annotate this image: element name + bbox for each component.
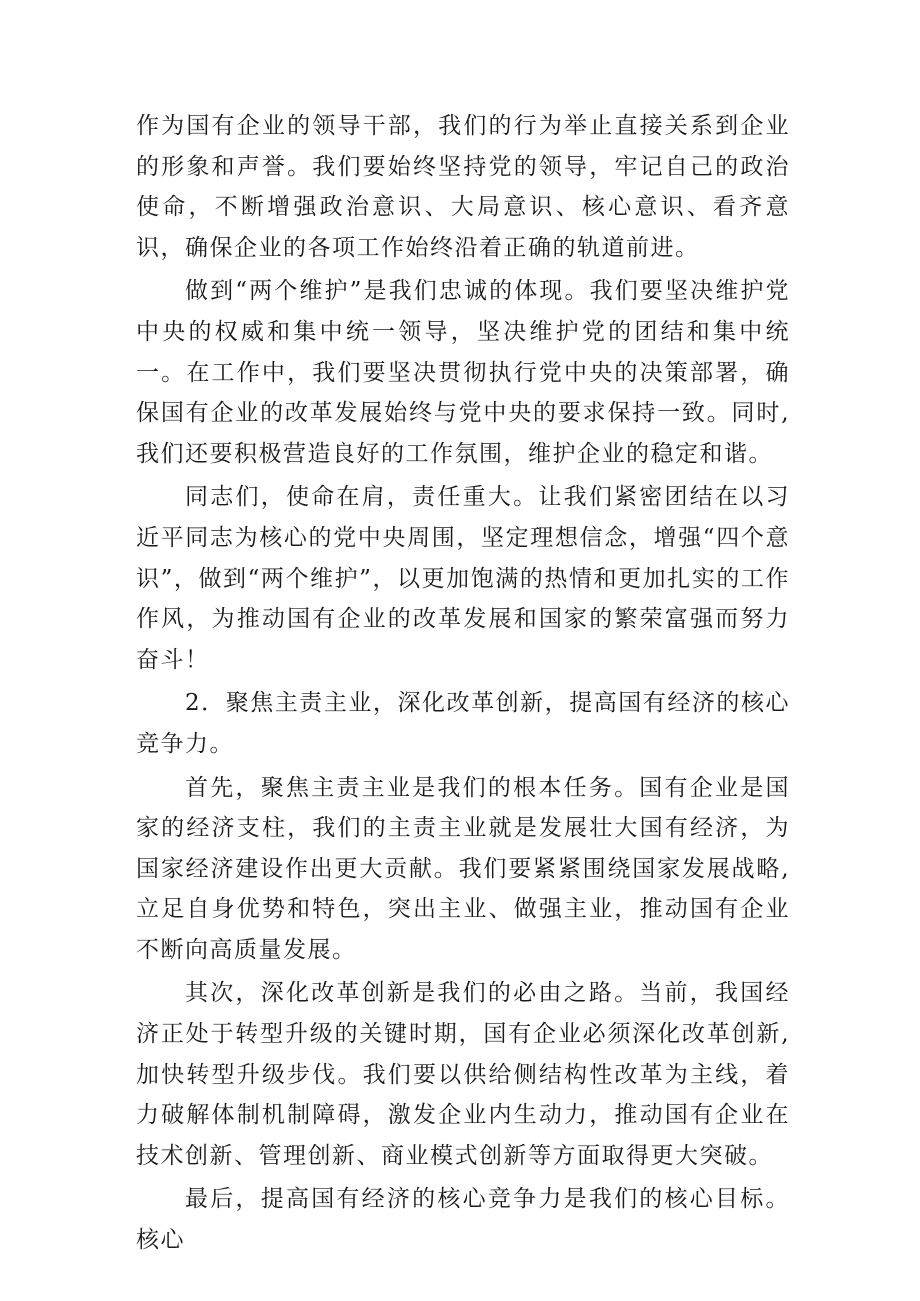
- document-body: [136, 106, 790, 1264]
- paragraph-6: 其次，深化改革创新是我们的必由之路。当前，我国经济正处于转型升级的关键时期，国有企业必须深化改革创新,加快转型升级步伐。我们要以供给侧结构性改革为主线，着力破解体制机制障碍，激发企业内生动力，推动国有企业在技术创新、管理创新、商业模式创新等方面取得更大突破。: [136, 980, 790, 1169]
- paragraph-5: 首先，聚焦主责主业是我们的根本任务。国有企业是国家的经济支柱，我们的主责主业就是发展壮大国有经济，为国家经济建设作出更大贡献。我们要紧紧围绕国家发展战略,立足自身优势和特色，突出主业、做强主业，推动国有企业不断向高质量发展。: [136, 774, 790, 963]
- paragraph-2: 做到“两个维护”是我们忠诚的体现。我们要坚决维护党中央的权威和集中统一领导，坚决维护党的团结和集中统一。在工作中，我们要坚决贯彻执行党中央的决策部署，确保国有企业的改革发展始终与党中央的要求保持一致。同时,我们还要积极营造良好的工作氛围，维护企业的稳定和谐。: [136, 278, 790, 467]
- section-heading-2: 2．聚焦主责主业，深化改革创新，提高国有经济的核心竞争力。: [136, 690, 790, 757]
- paragraph-1: 作为国有企业的领导干部，我们的行为举止直接关系到企业的形象和声誉。我们要始终坚持党的领导，牢记自己的政治使命，不断增强政治意识、大局意识、核心意识、看齐意识，确保企业的各项工作始终沿着正确的轨道前进。: [136, 113, 790, 261]
- paragraph-7: 最后，提高国有经济的核心竞争力是我们的核心目标。核心: [136, 1186, 790, 1254]
- paragraph-3: 同志们，使命在肩，责任重大。让我们紧密团结在以习近平同志为核心的党中央周围，坚定理想信念，增强“四个意识”，做到“两个维护”，以更加饱满的热情和更加扎实的工作作风，为推动国有企业的改革发展和国家的繁荣富强而努力奋斗！: [136, 484, 790, 673]
